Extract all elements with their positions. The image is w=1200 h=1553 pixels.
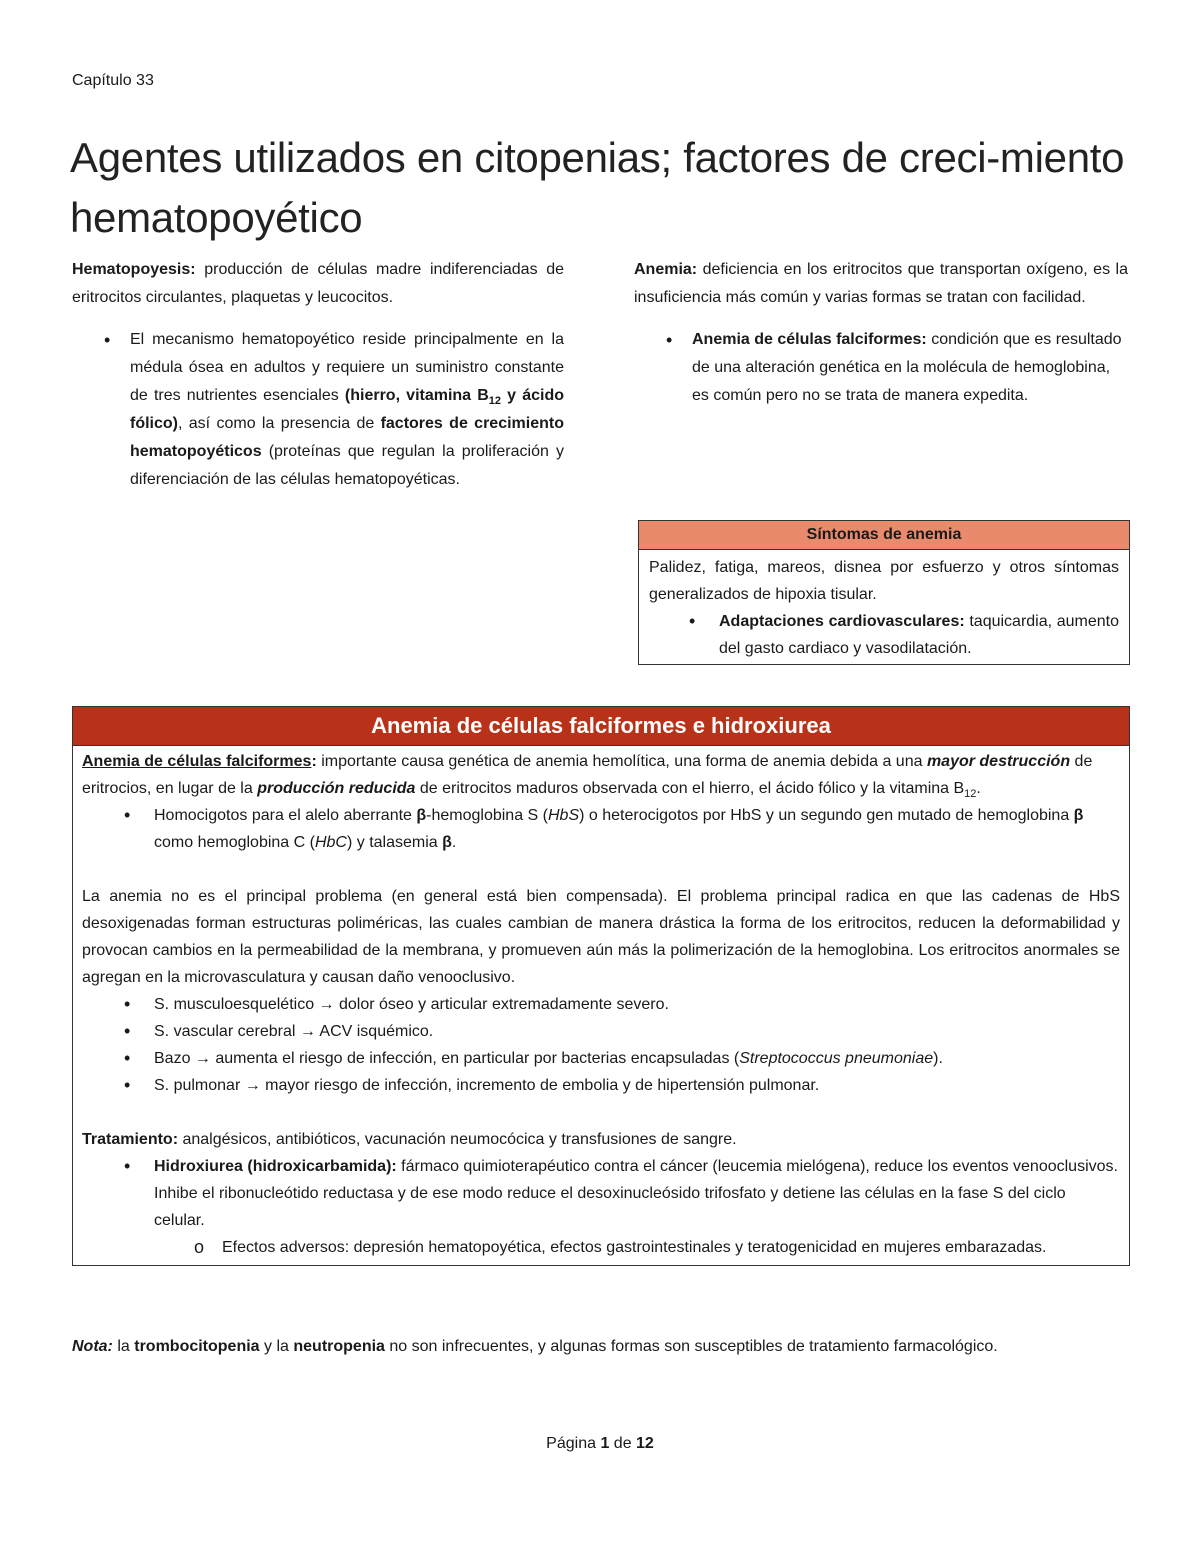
list-item: • S. pulmonar → mayor riesgo de infección, incremento de embolia y de hipertensión pulmonar. [82,1072,1120,1099]
hematopoiesis-definition: Hematopoyesis: producción de células madre indiferenciadas de eritrocitos circulantes, plaquetas y leucocitos. [72,261,564,306]
chapter-label: Capítulo 33 [72,72,154,89]
list-item: • S. musculoesquelético → dolor óseo y articular extremadamente severo. [82,991,1120,1018]
page-footer: Página 1 de 12 [546,1435,654,1452]
list-item: • Anemia de células falciformes: condición que es resultado de una alteración genética en la molécula de hemoglobina, es común pero no se trata de manera expedita. [634,326,1128,410]
anemia-term: Anemia: [634,261,698,278]
hematopoiesis-term: Hematopoyesis: [72,261,196,278]
complications-list [82,991,1120,1099]
page-title: Agentes utilizados en citopenias; factores de creci-miento hematopoyético [70,134,1125,241]
genotype-list [82,802,1120,856]
anemia-list [634,326,1128,410]
footnote: Nota: la trombocitopenia y la neutropenia no son infrecuentes, y algunas formas son susceptibles de tratamiento farmacológico. [72,1338,998,1355]
sickle-cell-body [73,746,1129,1265]
list-item: • Adaptaciones cardiovasculares: taquicardia, aumento del gasto cardiaco y vasodilatación. [649,608,1119,662]
symptoms-header: Síntomas de anemia [639,521,1129,550]
list-item: • El mecanismo hematopoyético reside principalmente en la médula ósea en adultos y requiere un suministro constante de tres nutrientes esenciales (hierro, vitamina $B_{12}$ y ácido fólico), así como la presencia de factores de crecimiento hematopoyéticos (proteínas que regulan la proliferación y diferenciación de las células hematopoyéticas. [72,326,564,494]
hematopoiesis-list [72,326,564,494]
symptoms-list [649,608,1119,662]
sickle-cell-box [72,706,1130,1266]
list-item: o Efectos adversos: depresión hematopoyética, efectos gastrointestinales y teratogenicidad en mujeres embarazadas. [154,1234,1120,1261]
hematopoiesis-section [72,256,564,494]
symptoms-text: Palidez, fatiga, mareos, disnea por esfuerzo y otros síntomas generalizados de hipoxia tisular. [649,559,1119,603]
page-number: 1 [600,1435,610,1452]
pathophysiology-text: La anemia no es el principal problema (en general está bien compensada). El problema principal radica en que las cadenas de HbS desoxigenadas forman estructuras poliméricas, las cuales cambian de manera drástica la forma de los eritrocitos, reducen la deformabilidad y provocan cambios en la permeabilidad de la membrana, y promueven aún más la polimerización de la hemoglobina. Los eritrocitos anormales se agregan en la microvasculatura y causan daño venooclusivo. [82,888,1120,986]
anemia-definition: Anemia: deficiencia en los eritrocitos que transportan oxígeno, es la insuficiencia más común y varias formas se tratan con facilidad. [634,261,1128,306]
symptoms-table [638,520,1130,665]
anemia-section [634,256,1128,410]
symptoms-body [639,550,1129,664]
sickle-cell-definition: Anemia de células falciformes: importante causa genética de anemia hemolítica, una forma de anemia debida a una mayor destrucción de eritrocios, en lugar de la producción reducida de eritrocitos maduros observada con el hierro, el ácido fólico y la vitamina $B_{12}$. [82,753,1093,801]
treatment-text: Tratamiento: analgésicos, antibióticos, vacunación neumocócica y transfusiones de sangre. [82,1131,737,1148]
treatment-list [82,1153,1120,1261]
page-total: 12 [636,1435,654,1452]
sickle-cell-header: Anemia de células falciformes e hidroxiurea [73,707,1129,746]
adverse-effects-list [154,1234,1120,1261]
list-item: • Hidroxiurea (hidroxicarbamida): fármaco quimioterapéutico contra el cáncer (leucemia mielógena), reduce los eventos venooclusivos. Inhibe el ribonucleótido reductasa y de ese modo reduce el desoxinucleósido trifosfato y detiene las células en la fase S del ciclo celular. o Efectos adversos: depresión hematopoyética, efectos gastrointestinales y teratogenicidad en mujeres embarazadas. [82,1153,1120,1261]
list-item: • S. vascular cerebral → ACV isquémico. [82,1018,1120,1045]
list-item: • Homocigotos para el alelo aberrante β-hemoglobina S (HbS) o heterocigotos por HbS y un segundo gen mutado de hemoglobina β como hemoglobina C (HbC) y talasemia β. [82,802,1120,856]
list-item: • Bazo → aumenta el riesgo de infección, en particular por bacterias encapsuladas (Streptococcus pneumoniae). [82,1045,1120,1072]
